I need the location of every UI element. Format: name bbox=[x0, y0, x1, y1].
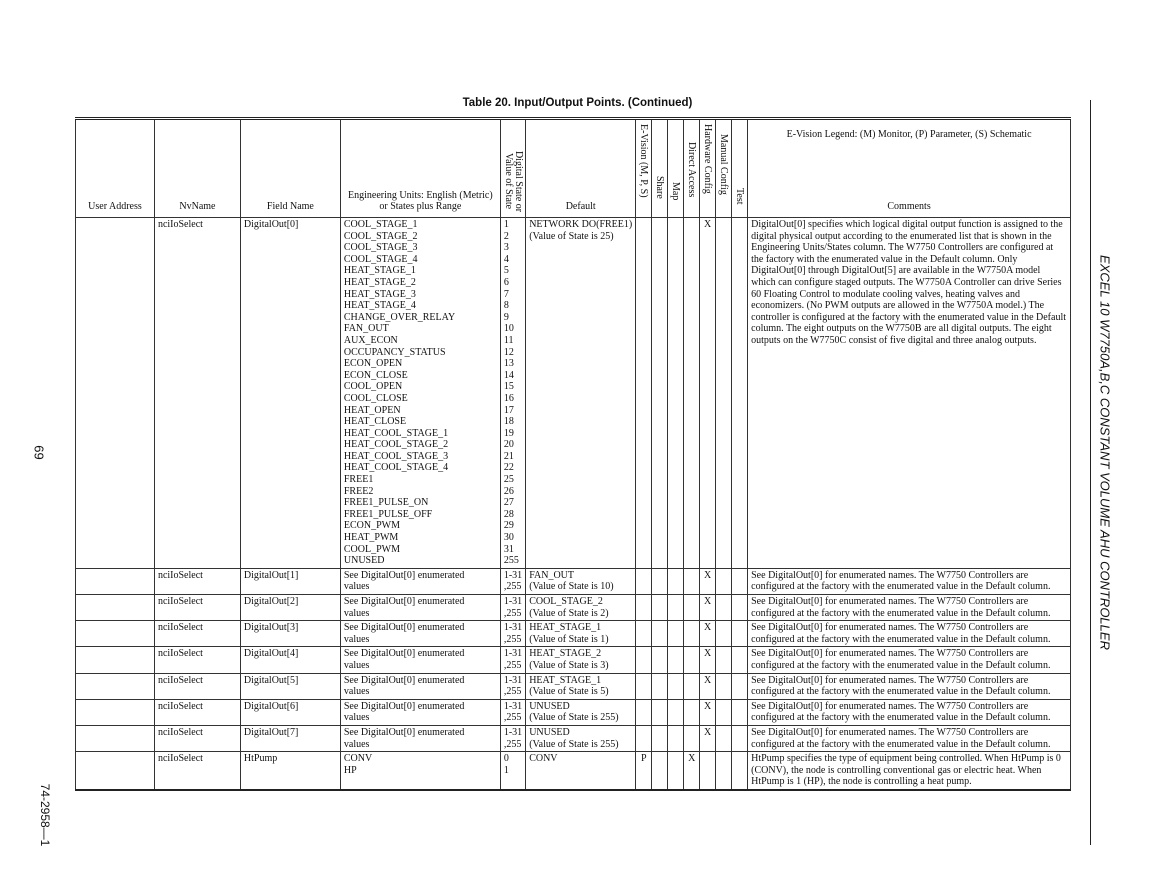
cell-state-line: 1 bbox=[503, 219, 509, 230]
cell-share bbox=[652, 568, 668, 594]
cell-state-line: 25 bbox=[503, 474, 514, 486]
cell-direct-access bbox=[684, 621, 700, 647]
cell-field-name: DigitalOut[2] bbox=[240, 595, 340, 621]
cell-manual-config bbox=[716, 673, 732, 699]
cell-share bbox=[652, 218, 668, 569]
cell-map bbox=[668, 725, 684, 751]
cell-units-line: COOL_STAGE_2 bbox=[343, 230, 418, 242]
cell-nv-name: nciIoSelect bbox=[154, 218, 240, 569]
cell-units-line: See DigitalOut[0] enumerated bbox=[343, 700, 465, 712]
cell-nv-name: nciIoSelect bbox=[154, 673, 240, 699]
cell-comments: See DigitalOut[0] for enumerated names. The W7750 Controllers are configured at the factory with the enumerated value in the Default column. bbox=[748, 621, 1071, 647]
cell-units-line: CHANGE_OVER_RELAY bbox=[343, 311, 456, 323]
cell-manual-config bbox=[716, 568, 732, 594]
cell-units bbox=[340, 595, 500, 621]
cell-test bbox=[732, 595, 748, 621]
cell-units-line: See DigitalOut[0] enumerated bbox=[343, 596, 465, 607]
table-title: Table 20. Input/Output Points. (Continued) bbox=[462, 97, 693, 109]
cell-evision bbox=[636, 218, 652, 569]
cell-state-line: ,255 bbox=[503, 686, 522, 698]
cell-state-line: 1-31 bbox=[503, 700, 523, 712]
header-manual-config-label: Manual Config bbox=[718, 134, 730, 195]
cell-share bbox=[652, 699, 668, 725]
cell-state-line: 22 bbox=[503, 462, 514, 474]
cell-state-line: ,255 bbox=[503, 659, 522, 671]
cell-test bbox=[732, 752, 748, 790]
cell-state-line: 1-31 bbox=[503, 569, 523, 581]
cell-field-name: DigitalOut[0] bbox=[240, 218, 340, 569]
cell-default-line: (Value of State is 2) bbox=[529, 607, 609, 619]
cell-state-line: 1-31 bbox=[503, 726, 523, 738]
cell-units bbox=[340, 699, 500, 725]
cell-state-line: 13 bbox=[503, 358, 514, 370]
header-evision-label: E-Vision (M, P, S) bbox=[638, 124, 650, 198]
cell-units-line: FAN_OUT bbox=[343, 323, 389, 335]
cell-user-address bbox=[76, 218, 155, 569]
cell-test bbox=[732, 673, 748, 699]
cell-default-line: COOL_STAGE_2 bbox=[529, 596, 603, 607]
cell-state bbox=[500, 699, 525, 725]
cell-units bbox=[340, 673, 500, 699]
cell-test bbox=[732, 218, 748, 569]
cell-evision bbox=[636, 699, 652, 725]
cell-field-name: DigitalOut[5] bbox=[240, 673, 340, 699]
cell-share bbox=[652, 647, 668, 673]
cell-test bbox=[732, 699, 748, 725]
table-row bbox=[76, 595, 1071, 621]
cell-default bbox=[526, 568, 636, 594]
cell-evision bbox=[636, 595, 652, 621]
cell-manual-config bbox=[716, 725, 732, 751]
cell-share bbox=[652, 725, 668, 751]
cell-state-line: 1-31 bbox=[503, 674, 523, 686]
cell-units-line: FREE2 bbox=[343, 485, 374, 497]
cell-state-line: 29 bbox=[503, 520, 514, 532]
cell-nv-name: nciIoSelect bbox=[154, 568, 240, 594]
cell-default-line: (Value of State is 255) bbox=[529, 712, 619, 724]
cell-map bbox=[668, 568, 684, 594]
cell-state bbox=[500, 621, 525, 647]
cell-manual-config bbox=[716, 595, 732, 621]
cell-user-address bbox=[76, 725, 155, 751]
cell-default-line: (Value of State is 10) bbox=[529, 581, 614, 593]
cell-default-line: UNUSED bbox=[529, 700, 570, 712]
table-row bbox=[76, 673, 1071, 699]
table-row bbox=[76, 647, 1071, 673]
cell-units-line: COOL_STAGE_3 bbox=[343, 242, 418, 254]
cell-units-line: HEAT_STAGE_3 bbox=[343, 288, 416, 300]
cell-units-line: values bbox=[343, 659, 370, 671]
cell-state-line: 28 bbox=[503, 508, 514, 520]
cell-units-line: CONV bbox=[343, 753, 373, 765]
cell-state-line: 21 bbox=[503, 450, 514, 462]
cell-direct-access: X bbox=[684, 752, 700, 790]
cell-map bbox=[668, 752, 684, 790]
cell-nv-name: nciIoSelect bbox=[154, 621, 240, 647]
table-row bbox=[76, 752, 1071, 790]
cell-nv-name: nciIoSelect bbox=[154, 647, 240, 673]
cell-map bbox=[668, 647, 684, 673]
cell-units-line: HEAT_COOL_STAGE_4 bbox=[343, 462, 449, 474]
header-direct-access bbox=[684, 119, 700, 218]
cell-state-line: 11 bbox=[503, 334, 514, 346]
cell-units bbox=[340, 621, 500, 647]
cell-evision: P bbox=[636, 752, 652, 790]
header-evision bbox=[636, 119, 652, 218]
header-share bbox=[652, 119, 668, 218]
cell-state-line: 12 bbox=[503, 346, 514, 358]
cell-default-line: NETWORK DO(FREE1) bbox=[529, 219, 633, 230]
evision-legend: E-Vision Legend: (M) Monitor, (P) Parameter, (S) Schematic bbox=[786, 129, 1032, 140]
cell-map bbox=[668, 673, 684, 699]
cell-evision bbox=[636, 568, 652, 594]
cell-units-line: COOL_OPEN bbox=[343, 381, 403, 393]
cell-state-line: 27 bbox=[503, 497, 514, 509]
cell-state-line: 19 bbox=[503, 427, 514, 439]
cell-hardware-config bbox=[700, 752, 716, 790]
cell-state-line: 1-31 bbox=[503, 622, 523, 634]
cell-default bbox=[526, 752, 636, 790]
cell-direct-access bbox=[684, 699, 700, 725]
cell-units-line: See DigitalOut[0] enumerated bbox=[343, 648, 465, 660]
cell-default-line: (Value of State is 1) bbox=[529, 633, 609, 645]
header-default: Default bbox=[526, 119, 636, 218]
cell-units-line: ECON_PWM bbox=[343, 520, 400, 532]
side-rule bbox=[1090, 100, 1091, 845]
cell-hardware-config: X bbox=[700, 568, 716, 594]
cell-state-line: 17 bbox=[503, 404, 514, 416]
cell-comments: HtPump specifies the type of equipment being controlled. When HtPump is 0 (CONV), the node is controlling conventional gas or electric heat. When HtPump is 1 (HP), the node is controlling a heat pump. bbox=[748, 752, 1071, 790]
cell-test bbox=[732, 725, 748, 751]
cell-map bbox=[668, 595, 684, 621]
header-share-label: Share bbox=[654, 176, 666, 199]
cell-state-line: 3 bbox=[503, 242, 509, 254]
document-number: 74-2958—1 bbox=[38, 783, 52, 847]
cell-units-line: values bbox=[343, 686, 370, 698]
cell-direct-access bbox=[684, 595, 700, 621]
cell-units-line: HEAT_STAGE_2 bbox=[343, 276, 416, 288]
cell-units-line: values bbox=[343, 581, 370, 593]
cell-default-line: (Value of State is 25) bbox=[529, 230, 614, 242]
cell-state-line: 31 bbox=[503, 543, 514, 555]
cell-state-line: 0 bbox=[503, 753, 509, 765]
cell-default bbox=[526, 647, 636, 673]
cell-state-line: 1 bbox=[503, 764, 509, 776]
cell-state bbox=[500, 752, 525, 790]
cell-comments: See DigitalOut[0] for enumerated names. The W7750 Controllers are configured at the factory with the enumerated value in the Default column. bbox=[748, 699, 1071, 725]
header-row bbox=[76, 119, 1071, 218]
cell-direct-access bbox=[684, 725, 700, 751]
table-row bbox=[76, 725, 1071, 751]
cell-units-line: See DigitalOut[0] enumerated bbox=[343, 569, 465, 581]
cell-hardware-config: X bbox=[700, 621, 716, 647]
cell-user-address bbox=[76, 673, 155, 699]
cell-units-line: HEAT_COOL_STAGE_1 bbox=[343, 427, 449, 439]
header-test-label: Test bbox=[734, 188, 746, 205]
cell-units bbox=[340, 218, 500, 569]
cell-share bbox=[652, 595, 668, 621]
cell-field-name: DigitalOut[4] bbox=[240, 647, 340, 673]
cell-units bbox=[340, 568, 500, 594]
cell-map bbox=[668, 218, 684, 569]
cell-default-line: CONV bbox=[529, 753, 558, 765]
cell-evision bbox=[636, 725, 652, 751]
cell-user-address bbox=[76, 621, 155, 647]
cell-units-line: AUX_ECON bbox=[343, 334, 398, 346]
cell-direct-access bbox=[684, 218, 700, 569]
cell-units-line: COOL_STAGE_1 bbox=[343, 219, 418, 230]
cell-units bbox=[340, 725, 500, 751]
cell-units-line: See DigitalOut[0] enumerated bbox=[343, 622, 465, 634]
cell-hardware-config: X bbox=[700, 725, 716, 751]
cell-units bbox=[340, 647, 500, 673]
cell-user-address bbox=[76, 568, 155, 594]
cell-hardware-config: X bbox=[700, 647, 716, 673]
cell-default bbox=[526, 595, 636, 621]
cell-units-line: HP bbox=[343, 764, 357, 776]
cell-default-line: UNUSED bbox=[529, 726, 570, 738]
cell-comments: See DigitalOut[0] for enumerated names. The W7750 Controllers are configured at the factory with the enumerated value in the Default column. bbox=[748, 673, 1071, 699]
header-comments-label: Comments bbox=[887, 201, 931, 213]
header-state bbox=[500, 119, 525, 218]
cell-state-line: 15 bbox=[503, 381, 514, 393]
cell-share bbox=[652, 621, 668, 647]
cell-units-line: HEAT_STAGE_4 bbox=[343, 300, 416, 312]
cell-field-name: DigitalOut[7] bbox=[240, 725, 340, 751]
cell-default-line: HEAT_STAGE_1 bbox=[529, 622, 602, 634]
cell-state-line: ,255 bbox=[503, 633, 522, 645]
cell-manual-config bbox=[716, 621, 732, 647]
cell-units-line: HEAT_OPEN bbox=[343, 404, 401, 416]
header-test bbox=[732, 119, 748, 218]
cell-state-line: ,255 bbox=[503, 607, 522, 619]
cell-units-line: HEAT_PWM bbox=[343, 532, 399, 544]
cell-units-line: HEAT_STAGE_1 bbox=[343, 265, 416, 277]
cell-state-line: 18 bbox=[503, 416, 514, 428]
cell-units-line: HEAT_COOL_STAGE_3 bbox=[343, 450, 449, 462]
cell-state-line: ,255 bbox=[503, 738, 522, 750]
cell-nv-name: nciIoSelect bbox=[154, 752, 240, 790]
cell-units-line: UNUSED bbox=[343, 555, 385, 567]
cell-user-address bbox=[76, 647, 155, 673]
cell-nv-name: nciIoSelect bbox=[154, 699, 240, 725]
header-direct-access-label: Direct Access bbox=[686, 142, 698, 198]
cell-state bbox=[500, 595, 525, 621]
cell-units-line: See DigitalOut[0] enumerated bbox=[343, 674, 465, 686]
cell-test bbox=[732, 621, 748, 647]
cell-state-line: 20 bbox=[503, 439, 514, 451]
header-field-name: Field Name bbox=[240, 119, 340, 218]
cell-comments: See DigitalOut[0] for enumerated names. The W7750 Controllers are configured at the factory with the enumerated value in the Default column. bbox=[748, 568, 1071, 594]
cell-hardware-config: X bbox=[700, 699, 716, 725]
header-map bbox=[668, 119, 684, 218]
cell-state-line: ,255 bbox=[503, 712, 522, 724]
header-hardware-config-label: Hardware Config bbox=[702, 124, 714, 194]
cell-units-line: FREE1 bbox=[343, 474, 374, 486]
cell-share bbox=[652, 752, 668, 790]
cell-hardware-config: X bbox=[700, 673, 716, 699]
cell-units-line: ECON_CLOSE bbox=[343, 369, 408, 381]
cell-default-line: HEAT_STAGE_1 bbox=[529, 674, 602, 686]
table-row bbox=[76, 699, 1071, 725]
cell-state-line: 16 bbox=[503, 392, 514, 404]
header-hardware-config bbox=[700, 119, 716, 218]
cell-comments: DigitalOut[0] specifies which logical digital output function is assigned to the digital physical output according to the enumerated list that is shown in the Engineering Units/States column. The W7750 Controllers are configured at the factory with the enumerated value in the Default column. Only DigitalOut[0] through DigitalOut[5] are available in the W7750A model which can configure staged outputs. The W7750A Controller can drive Series 60 Floating Control to modulate cooling valves, heating valves and economizers. (No PWM outputs are allowed in the W7750A model.) The controller is configured at the factory with the enumerated value in the Default column. The eight outputs on the W7750B are all digital outputs. The eight outputs on the W7750C consist of five digital and three analog outputs. bbox=[748, 218, 1071, 569]
cell-units-line: FREE1_PULSE_ON bbox=[343, 497, 429, 509]
table-row bbox=[76, 568, 1071, 594]
cell-field-name: DigitalOut[3] bbox=[240, 621, 340, 647]
page-number: 69 bbox=[31, 445, 47, 460]
cell-field-name: DigitalOut[6] bbox=[240, 699, 340, 725]
cell-state-line: 10 bbox=[503, 323, 514, 335]
header-units: Engineering Units: English (Metric) or States plus Range bbox=[340, 119, 500, 218]
cell-units-line: values bbox=[343, 607, 370, 619]
cell-default-line: FAN_OUT bbox=[529, 569, 575, 581]
cell-state-line: 1-31 bbox=[503, 648, 523, 660]
cell-manual-config bbox=[716, 752, 732, 790]
cell-default bbox=[526, 673, 636, 699]
table-body bbox=[76, 218, 1071, 790]
running-title: EXCEL 10 W7750A,B,C CONSTANT VOLUME AHU CONTROLLER bbox=[1097, 255, 1113, 650]
cell-state-line: 8 bbox=[503, 300, 509, 312]
cell-state-line: 30 bbox=[503, 532, 514, 544]
io-points-table bbox=[75, 117, 1071, 791]
cell-user-address bbox=[76, 699, 155, 725]
cell-comments: See DigitalOut[0] for enumerated names. The W7750 Controllers are configured at the factory with the enumerated value in the Default column. bbox=[748, 725, 1071, 751]
cell-share bbox=[652, 673, 668, 699]
header-nv-name: NvName bbox=[154, 119, 240, 218]
cell-state-line: 2 bbox=[503, 230, 509, 242]
cell-hardware-config: X bbox=[700, 218, 716, 569]
cell-units-line: COOL_STAGE_4 bbox=[343, 253, 418, 265]
cell-state bbox=[500, 673, 525, 699]
cell-default bbox=[526, 699, 636, 725]
cell-state bbox=[500, 725, 525, 751]
cell-nv-name: nciIoSelect bbox=[154, 595, 240, 621]
header-state-label: Digital State or Value of State bbox=[503, 150, 525, 213]
cell-test bbox=[732, 568, 748, 594]
cell-field-name: HtPump bbox=[240, 752, 340, 790]
cell-units-line: COOL_PWM bbox=[343, 543, 400, 555]
cell-units-line: values bbox=[343, 633, 370, 645]
cell-manual-config bbox=[716, 699, 732, 725]
cell-state-line: 26 bbox=[503, 485, 514, 497]
cell-state-line: 255 bbox=[503, 555, 519, 567]
cell-units-line: HEAT_CLOSE bbox=[343, 416, 407, 428]
cell-default-line: HEAT_STAGE_2 bbox=[529, 648, 602, 660]
header-manual-config bbox=[716, 119, 732, 218]
cell-default bbox=[526, 725, 636, 751]
cell-state-line: 6 bbox=[503, 276, 509, 288]
cell-state bbox=[500, 218, 525, 569]
cell-evision bbox=[636, 647, 652, 673]
cell-units-line: HEAT_COOL_STAGE_2 bbox=[343, 439, 449, 451]
cell-state-line: 7 bbox=[503, 288, 509, 300]
cell-default-line: (Value of State is 3) bbox=[529, 659, 609, 671]
cell-units-line: OCCUPANCY_STATUS bbox=[343, 346, 446, 358]
cell-user-address bbox=[76, 752, 155, 790]
cell-units-line: ECON_OPEN bbox=[343, 358, 403, 370]
cell-manual-config bbox=[716, 218, 732, 569]
cell-default-line: (Value of State is 255) bbox=[529, 738, 619, 750]
cell-state bbox=[500, 568, 525, 594]
cell-state-line: 4 bbox=[503, 253, 509, 265]
cell-state-line: 5 bbox=[503, 265, 509, 277]
cell-state-line: 14 bbox=[503, 369, 514, 381]
table-row bbox=[76, 621, 1071, 647]
cell-units-line: values bbox=[343, 712, 370, 724]
cell-direct-access bbox=[684, 647, 700, 673]
cell-test bbox=[732, 647, 748, 673]
cell-default bbox=[526, 621, 636, 647]
cell-evision bbox=[636, 673, 652, 699]
cell-hardware-config: X bbox=[700, 595, 716, 621]
cell-state bbox=[500, 647, 525, 673]
cell-evision bbox=[636, 621, 652, 647]
cell-field-name: DigitalOut[1] bbox=[240, 568, 340, 594]
cell-units-line: See DigitalOut[0] enumerated bbox=[343, 726, 465, 738]
cell-comments: See DigitalOut[0] for enumerated names. The W7750 Controllers are configured at the factory with the enumerated value in the Default column. bbox=[748, 595, 1071, 621]
cell-user-address bbox=[76, 595, 155, 621]
cell-map bbox=[668, 621, 684, 647]
table-row bbox=[76, 218, 1071, 569]
cell-default bbox=[526, 218, 636, 569]
cell-state-line: ,255 bbox=[503, 581, 522, 593]
header-map-label: Map bbox=[670, 182, 682, 201]
header-comments bbox=[748, 119, 1071, 218]
cell-units bbox=[340, 752, 500, 790]
cell-comments: See DigitalOut[0] for enumerated names. The W7750 Controllers are configured at the factory with the enumerated value in the Default column. bbox=[748, 647, 1071, 673]
cell-units-line: FREE1_PULSE_OFF bbox=[343, 508, 433, 520]
cell-direct-access bbox=[684, 673, 700, 699]
header-user-address: User Address bbox=[76, 119, 155, 218]
cell-state-line: 9 bbox=[503, 311, 509, 323]
cell-manual-config bbox=[716, 647, 732, 673]
cell-map bbox=[668, 699, 684, 725]
cell-default-line: (Value of State is 5) bbox=[529, 686, 609, 698]
cell-units-line: values bbox=[343, 738, 370, 750]
cell-nv-name: nciIoSelect bbox=[154, 725, 240, 751]
cell-state-line: 1-31 bbox=[503, 596, 523, 607]
cell-direct-access bbox=[684, 568, 700, 594]
cell-units-line: COOL_CLOSE bbox=[343, 392, 408, 404]
